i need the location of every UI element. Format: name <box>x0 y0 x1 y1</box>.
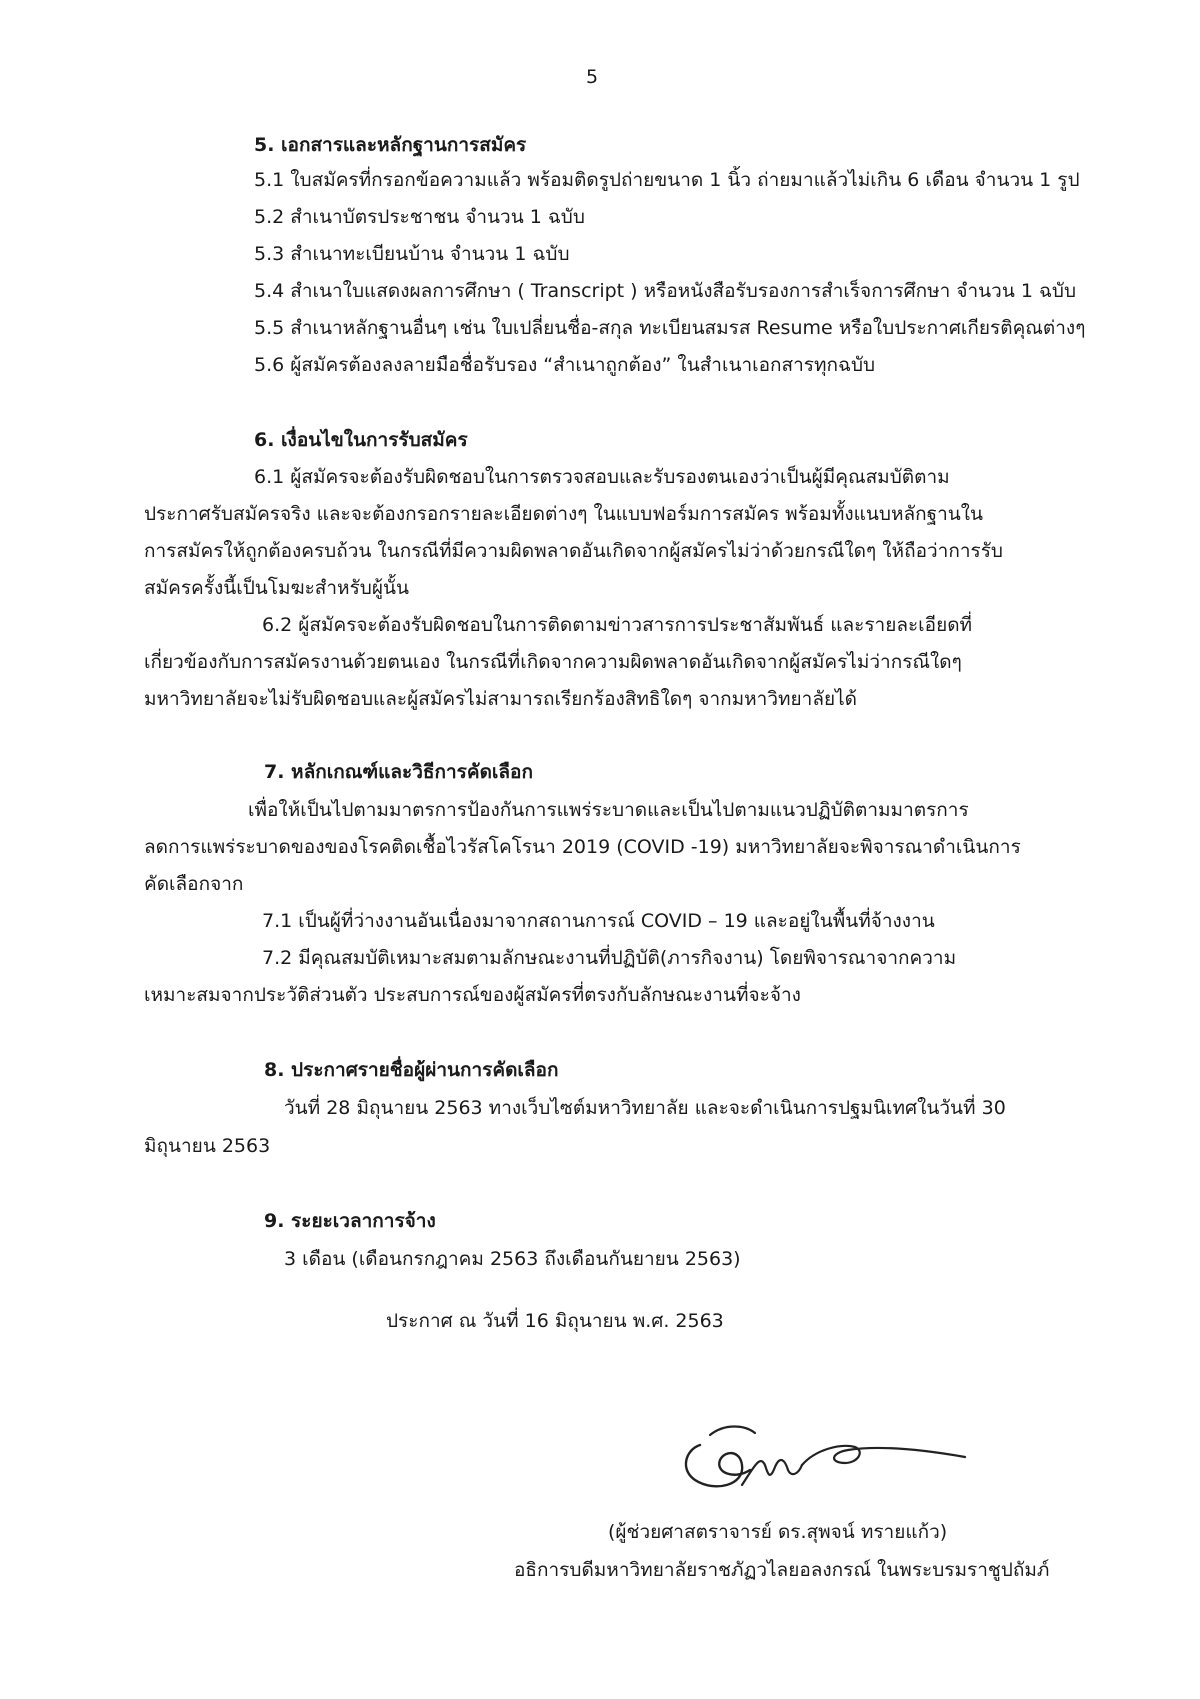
section-7-line: คัดเลือกจาก <box>144 873 244 895</box>
section-9-line: 3 เดือน (เดือนกรกฎาคม 2563 ถึงเดือนกันยายน 2563) <box>284 1248 741 1270</box>
section-8-line: วันที่ 28 มิถุนายน 2563 ทางเว็บไซต์มหาวิทยาลัย และจะดำเนินการปฐมนิเทศในวันที่ 30 <box>284 1097 1006 1119</box>
section-5-item: 5.3 สำเนาทะเบียนบ้าน จำนวน 1 ฉบับ <box>254 243 570 265</box>
section-6-heading: 6. เงื่อนไขในการรับสมัคร <box>254 429 468 451</box>
section-6-line: เกี่ยวข้องกับการสมัครงานด้วยตนเอง ในกรณีที่เกิดจากความผิดพลาดอันเกิดจากผู้สมัครไม่ว่ากรณีใดๆ <box>144 651 962 673</box>
page-number: 5 <box>586 66 599 88</box>
signer-title: อธิการบดีมหาวิทยาลัยราชภัฏวไลยอลงกรณ์ ในพระบรมราชูปถัมภ์ <box>514 1559 1050 1581</box>
section-7-line: 7.1 เป็นผู้ที่ว่างงานอันเนื่องมาจากสถานการณ์ COVID – 19 และอยู่ในพื้นที่จ้างงาน <box>262 910 935 932</box>
section-7-line: เพื่อให้เป็นไปตามมาตรการป้องกันการแพร่ระบาดและเป็นไปตามแนวปฏิบัติตามมาตรการ <box>248 799 969 821</box>
section-8-heading: 8. ประกาศรายชื่อผู้ผ่านการคัดเลือก <box>264 1059 559 1081</box>
section-7-line: 7.2 มีคุณสมบัติเหมาะสมตามลักษณะงานที่ปฏิบัติ(ภารกิจงาน) โดยพิจารณาจากความ <box>262 947 957 969</box>
section-6-line: ประกาศรับสมัครจริง และจะต้องกรอกรายละเอียดต่างๆ ในแบบฟอร์มการสมัคร พร้อมทั้งแนบหลักฐานใน <box>144 503 984 525</box>
section-5-item: 5.5 สำเนาหลักฐานอื่นๆ เช่น ใบเปลี่ยนชื่อ-สกุล ทะเบียนสมรส Resume หรือใบประกาศเกียรติคุณต่างๆ <box>254 317 1086 339</box>
section-5-item: 5.6 ผู้สมัครต้องลงลายมือชื่อรับรอง “สำเนาถูกต้อง” ในสำเนาเอกสารทุกฉบับ <box>254 354 876 376</box>
section-8-line: มิถุนายน 2563 <box>144 1135 271 1157</box>
section-7-line: ลดการแพร่ระบาดของของโรคติดเชื้อไวรัสโคโรนา 2019 (COVID -19) มหาวิทยาลัยจะพิจารณาดำเนินการ <box>144 836 1021 858</box>
section-6-line: 6.1 ผู้สมัครจะต้องรับผิดชอบในการตรวจสอบและรับรองตนเองว่าเป็นผู้มีคุณสมบัติตาม <box>254 466 950 488</box>
section-6-line: การสมัครให้ถูกต้องครบถ้วน ในกรณีที่มีความผิดพลาดอันเกิดจากผู้สมัครไม่ว่าด้วยกรณีใดๆ ให้ถือว่าการรับ <box>144 540 1003 562</box>
section-5-heading: 5. เอกสารและหลักฐานการสมัคร <box>254 134 527 156</box>
section-6-line: สมัครครั้งนี้เป็นโมฆะสำหรับผู้นั้น <box>144 577 409 599</box>
section-5-item: 5.4 สำเนาใบแสดงผลการศึกษา ( Transcript ) หรือหนังสือรับรองการสำเร็จการศึกษา จำนวน 1 ฉบับ <box>254 280 1077 302</box>
announcement-date: ประกาศ ณ วันที่ 16 มิถุนายน พ.ศ. 2563 <box>386 1310 724 1332</box>
section-5-item: 5.1 ใบสมัครที่กรอกข้อความแล้ว พร้อมติดรูปถ่ายขนาด 1 นิ้ว ถ่ายมาแล้วไม่เกิน 6 เดือน จำนวน 1 รูป <box>254 169 1080 191</box>
section-7-heading: 7. หลักเกณฑ์และวิธีการคัดเลือก <box>264 761 533 783</box>
section-5-item: 5.2 สำเนาบัตรประชาชน จำนวน 1 ฉบับ <box>254 206 585 228</box>
section-7-line: เหมาะสมจากประวัติส่วนตัว ประสบการณ์ของผู้สมัครที่ตรงกับลักษณะงานที่จะจ้าง <box>144 984 801 1006</box>
section-6-line: มหาวิทยาลัยจะไม่รับผิดชอบและผู้สมัครไม่สามารถเรียกร้องสิทธิใดๆ จากมหาวิทยาลัยได้ <box>144 688 858 710</box>
section-6-line: 6.2 ผู้สมัครจะต้องรับผิดชอบในการติดตามข่าวสารการประชาสัมพันธ์ และรายละเอียดที่ <box>262 614 973 636</box>
section-9-heading: 9. ระยะเวลาการจ้าง <box>264 1210 436 1232</box>
signer-name: (ผู้ช่วยศาสตราจารย์ ดร.สุพจน์ ทรายแก้ว) <box>608 1521 948 1543</box>
handwritten-signature <box>680 1395 980 1515</box>
